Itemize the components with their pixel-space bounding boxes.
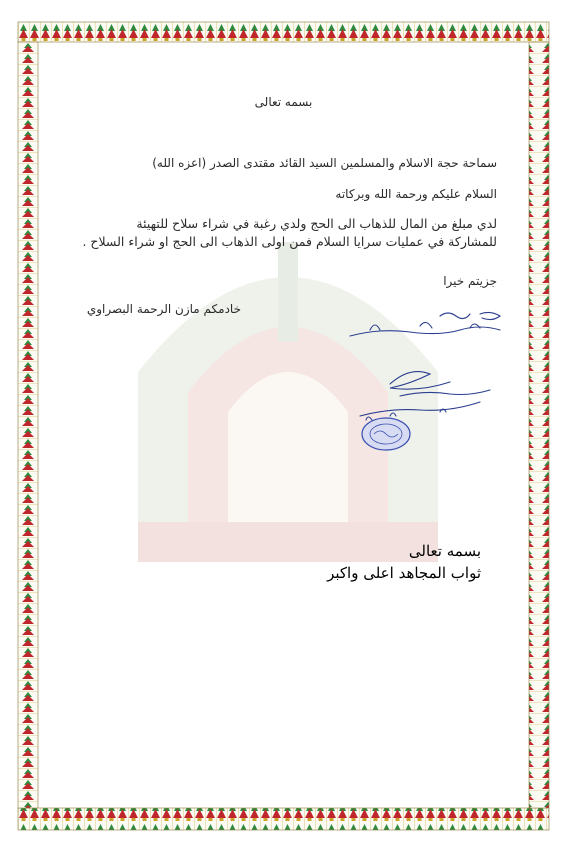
letter-thanks: جزيتم خيرا	[443, 274, 497, 288]
letter-greeting: السلام عليكم ورحمة الله وبركاته	[335, 187, 497, 201]
handwritten-reply-signature	[330, 304, 520, 454]
reply-heading: بسمه تعالى	[408, 542, 481, 560]
letter-signoff: خادمكم مازن الرحمة البصراوي	[86, 302, 241, 316]
letter-body-line-1: لدي مبلغ من المال للذهاب الى الحج ولدي رغبة في شراء سلاح للتهيئة	[136, 216, 497, 231]
letter-body-line-2: للمشاركة في عمليات سرايا السلام فمن اولى الذهاب الى الحج او شراء السلاح .	[82, 234, 497, 249]
letter-addressee: سماحة حجة الاسلام والمسلمين السيد القائد مقتدى الصدر (اعزه الله)	[152, 156, 497, 170]
reply-text: ثواب المجاهد اعلى واكبر	[327, 564, 481, 582]
letter-heading: بسمه تعالى	[254, 95, 313, 109]
